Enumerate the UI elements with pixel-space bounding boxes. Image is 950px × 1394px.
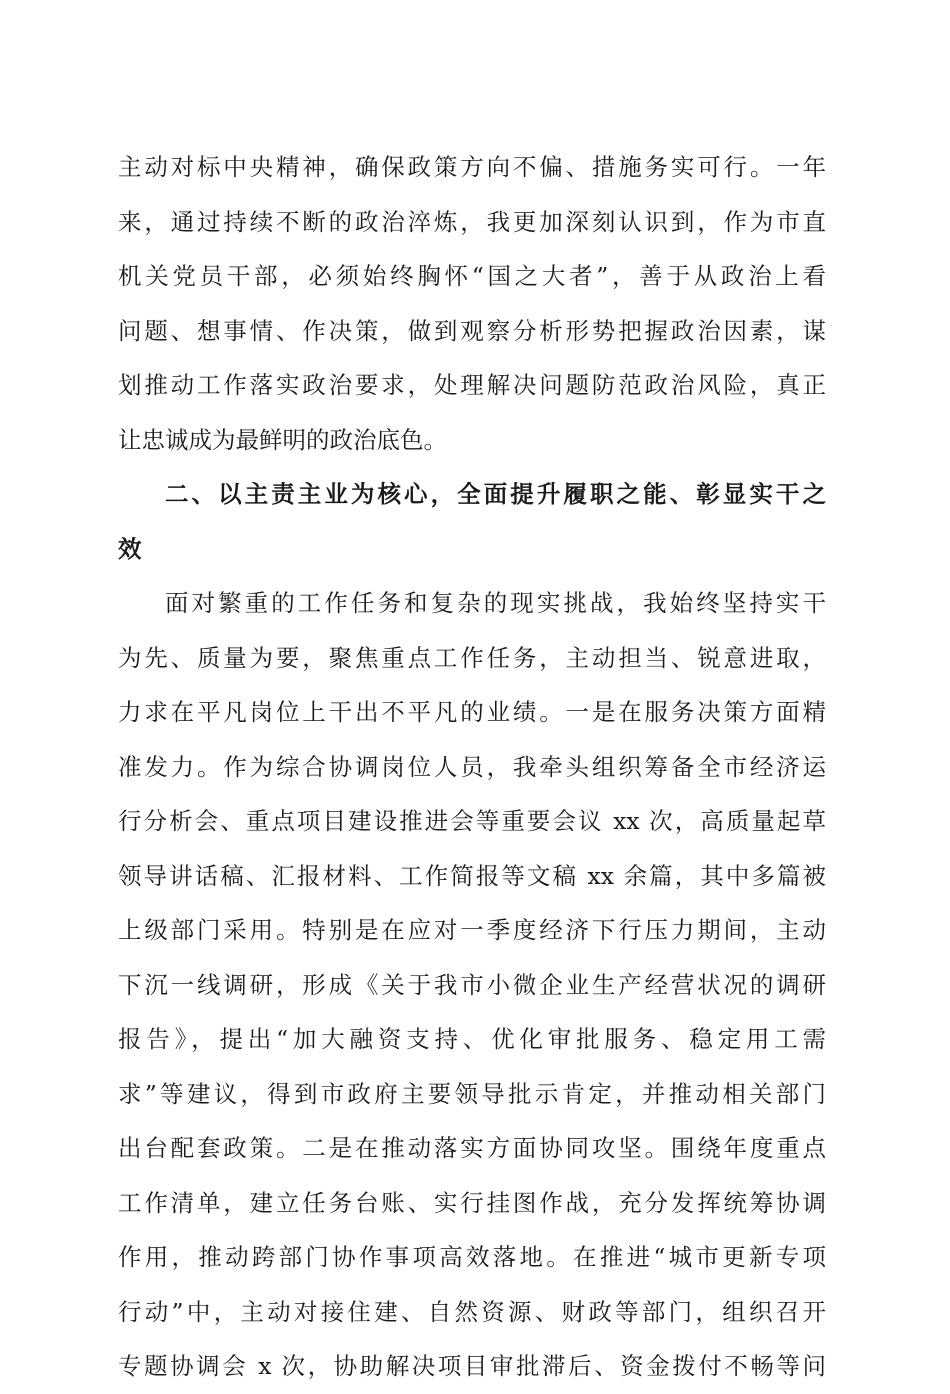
text-line: 领导讲话稿、汇报材料、工作简报等文稿 xx 余篇，其中多篇被 [118,861,826,890]
text-line: 面对繁重的工作任务和复杂的现实挑战，我始终坚持实干 [165,589,826,617]
heading-line: 二、以主责主业为核心，全面提升履职之能、彰显实干之 [165,480,826,508]
text-line: 行分析会、重点项目建设推进会等重要会议 xx 次，高质量起草 [118,807,826,835]
text-line: 划推动工作落实政治要求，处理解决问题防范政治风险，真正 [118,371,826,399]
text-line: 行动”中，主动对接住建、自然资源、财政等部门，组织召开 [118,1297,826,1326]
text-line: 为先、质量为要，聚焦重点工作任务，主动担当、锐意进取， [118,643,826,672]
paragraph-political-loyalty [118,140,826,467]
text-line: 求”等建议，得到市政府主要领导批示肯定，并推动相关部门 [118,1079,826,1108]
text-line: 主动对标中央精神，确保政策方向不偏、措施务实可行。一年 [118,153,826,181]
heading-line: 效 [118,534,142,563]
text-line: 作用，推动跨部门协作事项高效落地。在推进“城市更新专项 [118,1243,826,1271]
text-line: 出台配套政策。二是在推动落实方面协同攻坚。围绕年度重点 [118,1134,826,1162]
paragraph-duty-performance [118,576,826,1394]
text-line: 上级部门采用。特别是在应对一季度经济下行压力期间，主动 [118,916,826,944]
text-line: 来，通过持续不断的政治淬炼，我更加深刻认识到，作为市直 [118,207,826,236]
text-line: 问题、想事情、作决策，做到观察分析形势把握政治因素，谋 [118,316,826,345]
text-line: 下沉一线调研，形成《关于我市小微企业生产经营状况的调研 [118,970,826,999]
text-line: 机关党员干部，必须始终胸怀“国之大者”，善于从政治上看 [118,262,826,290]
text-line: 工作清单，建立任务台账、实行挂图作战，充分发挥统筹协调 [118,1188,826,1217]
text-line: 专题协调会 x 次，协助解决项目审批滞后、资金拨付不畅等问 [118,1352,826,1380]
text-line: 力求在平凡岗位上干出不平凡的业绩。一是在服务决策方面精 [118,698,826,726]
text-line: 让忠诚成为最鲜明的政治底色。 [118,425,447,454]
text-line: 报告》，提出“加大融资支持、优化审批服务、稳定用工需 [118,1025,826,1053]
document-page [118,140,826,1394]
section-heading-2 [118,467,826,576]
text-line: 准发力。作为综合协调岗位人员，我牵头组织筹备全市经济运 [118,752,826,781]
